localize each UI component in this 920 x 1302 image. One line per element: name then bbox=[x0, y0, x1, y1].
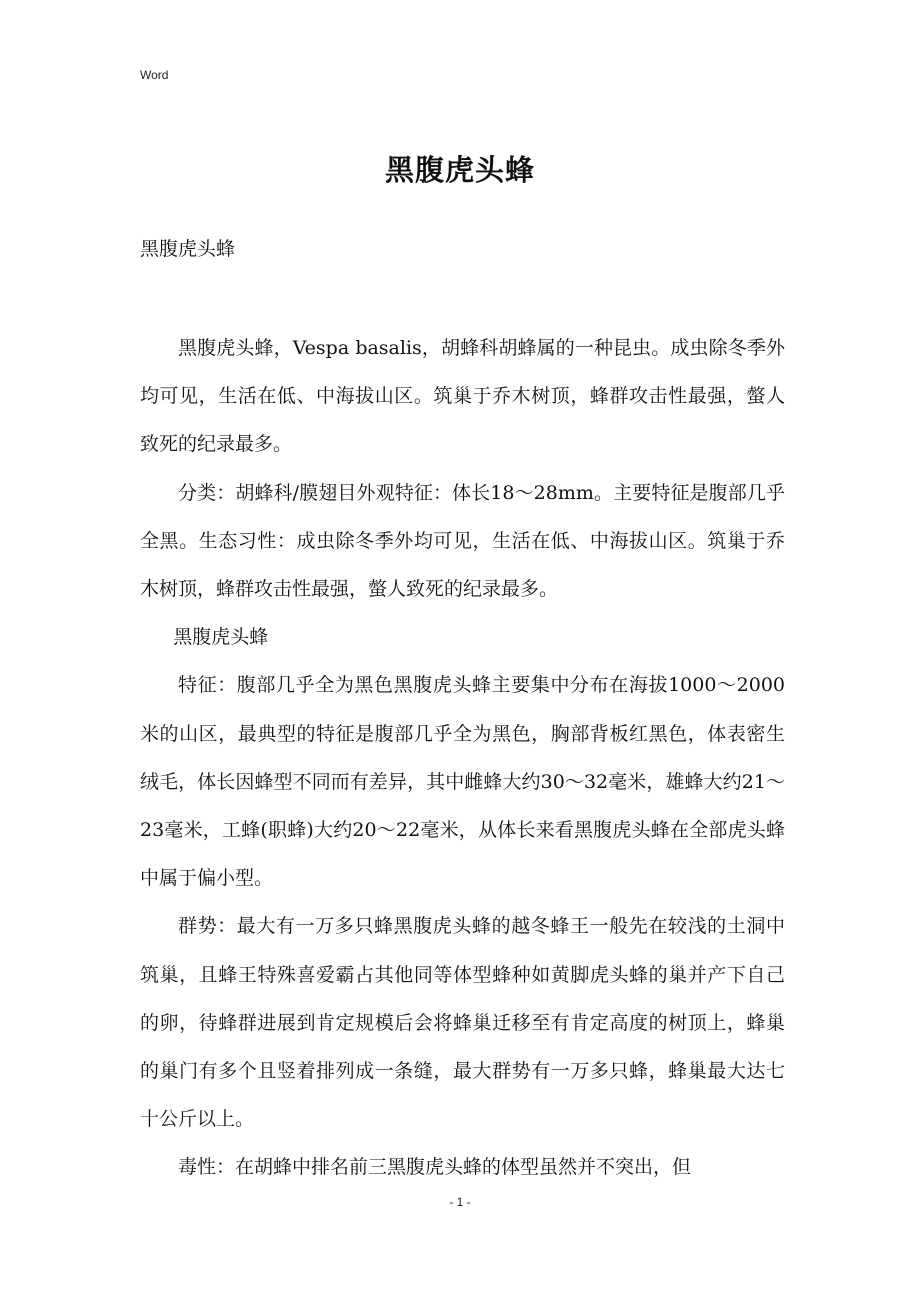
paragraph-colony: 群势：最大有一万多只蜂黑腹虎头蜂的越冬蜂王一般先在较浅的土洞中筑巢，且蜂王特殊喜爱霸占其他同等体型蜂种如黄脚虎头蜂的巢并产下自己的卵，待蜂群进展到肯定规模后会将蜂巢迁移至有肯定高度的树顶上，蜂巢的巢门有多个且竖着排列成一条缝，最大群势有一万多只蜂，蜂巢最大达七十公斤以上。 bbox=[140, 915, 785, 1131]
document-subtitle: 黑腹虎头蜂 bbox=[140, 238, 236, 260]
document-body bbox=[140, 324, 785, 1192]
page-number: - 1 - bbox=[449, 1195, 471, 1209]
paragraph-features: 特征：腹部几乎全为黑色黑腹虎头蜂主要集中分布在海拔1000～2000米的山区，最典型的特征是腹部几乎全为黑色，胸部背板红黑色，体表密生绒毛，体长因蜂型不同而有差异，其中雌蜂大约30～32毫米，雄蜂大约21～23毫米，工蜂(职蜂)大约20～22毫米，从体长来看黑腹虎头蜂在全部虎头蜂中属于偏小型。 bbox=[140, 674, 785, 890]
header-label: Word bbox=[140, 68, 169, 82]
paragraph-subheading: 黑腹虎头蜂 bbox=[173, 626, 269, 649]
document-title: 黑腹虎头蜂 bbox=[384, 153, 535, 187]
paragraph-classification: 分类：胡蜂科/膜翅目外观特征：体长18～28mm。主要特征是腹部几乎全黑。生态习性：成虫除冬季外均可见，生活在低、中海拔山区。筑巢于乔木树顶，蜂群攻击性最强，螫人致死的纪录最多。 bbox=[140, 481, 785, 601]
paragraph-toxicity: 毒性：在胡蜂中排名前三黑腹虎头蜂的体型虽然并不突出，但 bbox=[178, 1156, 692, 1179]
paragraph-intro: 黑腹虎头蜂，Vespa basalis，胡蜂科胡蜂属的一种昆虫。成虫除冬季外均可见，生活在低、中海拔山区。筑巢于乔木树顶，蜂群攻击性最强，螫人致死的纪录最多。 bbox=[140, 337, 785, 456]
